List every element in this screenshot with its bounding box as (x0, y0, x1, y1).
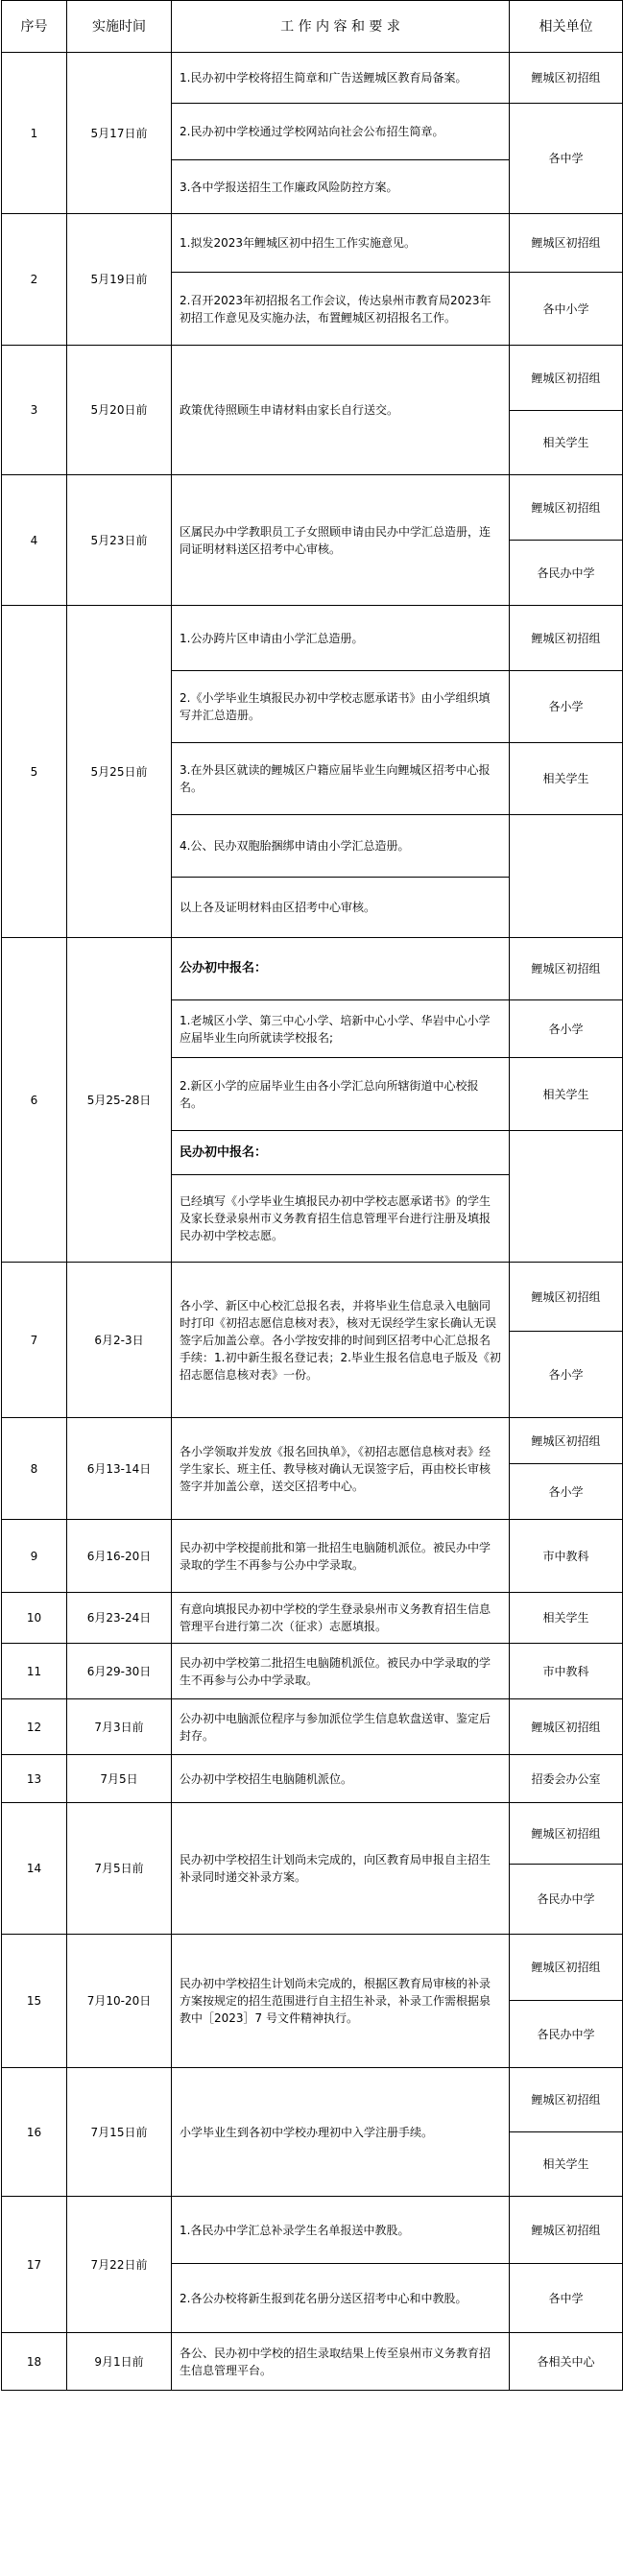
row-unit: 鲤城区初招组 (510, 53, 623, 104)
row-time: 6月13-14日 (67, 1418, 172, 1520)
row-time: 7月10-20日 (67, 1935, 172, 2068)
row-content: 1.拟发2023年鲤城区初中招生工作实施意见。 (172, 214, 510, 273)
row-seq: 9 (2, 1520, 67, 1593)
row-unit: 各小学 (510, 1332, 623, 1418)
row-seq: 15 (2, 1935, 67, 2068)
row-content: 各公、民办初中学校的招生录取结果上传至泉州市义务教育招生信息管理平台。 (172, 2333, 510, 2391)
row-seq: 1 (2, 53, 67, 214)
row-unit: 鲤城区初招组 (510, 1263, 623, 1332)
row-content: 以上各及证明材料由区招考中心审核。 (172, 878, 510, 938)
row-seq: 12 (2, 1699, 67, 1755)
table-row (2, 2333, 623, 2391)
row-content: 各小学领取并发放《报名回执单》，《初招志愿信息核对表》经学生家长、班主任、教导核对确认无误签字后，再由校长审核签字并加盖公章，送交区招考中心。 (172, 1418, 510, 1520)
row-content: 2.各公办校将新生报到花名册分送区招考中心和中教股。 (172, 2264, 510, 2333)
row-seq: 6 (2, 938, 67, 1263)
table-row (2, 2197, 623, 2264)
row-time: 6月16-20日 (67, 1520, 172, 1593)
row-content: 1.公办跨片区申请由小学汇总造册。 (172, 606, 510, 671)
row-content: 民办初中学校招生计划尚未完成的，向区教育局申报自主招生补录同时递交补录方案。 (172, 1803, 510, 1935)
row-content: 已经填写《小学毕业生填报民办初中学校志愿承诺书》的学生及家长登录泉州市义务教育招生信息管理平台进行注册及填报民办初中学校志愿。 (172, 1175, 510, 1263)
row-unit: 相关学生 (510, 2132, 623, 2197)
row-unit: 鲤城区初招组 (510, 1803, 623, 1865)
row-time: 7月5日 (67, 1755, 172, 1803)
row-time: 5月19日前 (67, 214, 172, 346)
row-content: 小学毕业生到各初中学校办理初中入学注册手续。 (172, 2068, 510, 2197)
row-content: 1.民办初中学校将招生简章和广告送鲤城区教育局备案。 (172, 53, 510, 104)
row-time: 7月22日前 (67, 2197, 172, 2333)
row-seq: 11 (2, 1644, 67, 1699)
row-time: 5月17日前 (67, 53, 172, 214)
row-time: 6月2-3日 (67, 1263, 172, 1418)
row-content: 公办初中报名： (172, 938, 510, 1000)
row-content: 各小学、新区中心校汇总报名表，并将毕业生信息录入电脑同时打印《初招志愿信息核对表》，核对无误经学生家长确认无误签字后加盖公章。各小学按安排的时间到区招考中心汇总报名手续：1.初中新生报名登记表；2.毕业生报名信息电子版及《初招志愿信息核对表》一份。 (172, 1263, 510, 1418)
table-row (2, 1755, 623, 1803)
row-seq: 5 (2, 606, 67, 938)
row-unit: 各相关中心 (510, 2333, 623, 2391)
table-row (2, 1593, 623, 1644)
row-unit: 鲤城区初招组 (510, 1935, 623, 2001)
row-unit: 鲤城区初招组 (510, 1418, 623, 1464)
row-time: 7月3日前 (67, 1699, 172, 1755)
row-content: 民办初中学校第二批招生电脑随机派位。被民办中学录取的学生不再参与公办中学录取。 (172, 1644, 510, 1699)
row-time: 7月15日前 (67, 2068, 172, 2197)
row-time: 5月20日前 (67, 346, 172, 475)
header-seq: 序号 (2, 1, 67, 53)
row-time: 6月23-24日 (67, 1593, 172, 1644)
row-unit: 各民办中学 (510, 541, 623, 606)
table-row (2, 1803, 623, 1865)
row-unit: 相关学生 (510, 411, 623, 475)
row-unit: 相关学生 (510, 743, 623, 815)
header-time: 实施时间 (67, 1, 172, 53)
row-unit: 各民办中学 (510, 1865, 623, 1935)
row-unit: 相关学生 (510, 1593, 623, 1644)
row-content: 2.民办初中学校通过学校网站向社会公布招生简章。 (172, 104, 510, 160)
header-unit: 相关单位 (510, 1, 623, 53)
table-row (2, 1263, 623, 1332)
table-row (2, 1644, 623, 1699)
row-unit: 相关学生 (510, 1058, 623, 1131)
table-row (2, 475, 623, 541)
enrollment-schedule-table (1, 0, 623, 2391)
table-row (2, 53, 623, 104)
table-row (2, 1699, 623, 1755)
row-unit: 各小学 (510, 1464, 623, 1520)
row-unit: 鲤城区初招组 (510, 938, 623, 1000)
row-seq: 13 (2, 1755, 67, 1803)
row-unit: 鲤城区初招组 (510, 214, 623, 273)
row-seq: 4 (2, 475, 67, 606)
table-row (2, 938, 623, 1000)
row-unit (510, 815, 623, 938)
row-unit: 各中学 (510, 2264, 623, 2333)
row-seq: 16 (2, 2068, 67, 2197)
row-unit: 各小学 (510, 1000, 623, 1058)
row-time: 9月1日前 (67, 2333, 172, 2391)
table-row (2, 1935, 623, 2001)
table-row (2, 2068, 623, 2132)
row-content: 2.召开2023年初招报名工作会议，传达泉州市教育局2023年初招工作意见及实施办法，布置鲤城区初招报名工作。 (172, 273, 510, 346)
row-content: 政策优待照顾生申请材料由家长自行送交。 (172, 346, 510, 475)
row-unit: 各中小学 (510, 273, 623, 346)
row-content: 公办初中电脑派位程序与参加派位学生信息软盘送审、鉴定后封存。 (172, 1699, 510, 1755)
row-unit: 鲤城区初招组 (510, 475, 623, 541)
row-unit: 各民办中学 (510, 2001, 623, 2068)
row-content: 1.老城区小学、第三中心小学、培新中心小学、华岩中心小学应届毕业生向所就读学校报名; (172, 1000, 510, 1058)
row-content: 民办初中报名： (172, 1131, 510, 1175)
row-unit: 鲤城区初招组 (510, 1699, 623, 1755)
table-row (2, 1418, 623, 1464)
header-row (2, 1, 623, 53)
table-row (2, 346, 623, 411)
row-content: 民办初中学校提前批和第一批招生电脑随机派位。被民办中学录取的学生不再参与公办中学录取。 (172, 1520, 510, 1593)
row-unit (510, 1131, 623, 1263)
row-seq: 3 (2, 346, 67, 475)
row-unit: 鲤城区初招组 (510, 2068, 623, 2132)
header-content: 工 作 内 容 和 要 求 (172, 1, 510, 53)
row-content: 有意向填报民办初中学校的学生登录泉州市义务教育招生信息管理平台进行第二次（征求）志愿填报。 (172, 1593, 510, 1644)
row-unit: 招委会办公室 (510, 1755, 623, 1803)
row-unit: 各中学 (510, 104, 623, 214)
row-unit: 鲤城区初招组 (510, 346, 623, 411)
row-content: 民办初中学校招生计划尚未完成的，根据区教育局审核的补录方案按规定的招生范围进行自主招生补录，补录工作需根据泉教中［2023］7 号文件精神执行。 (172, 1935, 510, 2068)
row-content: 区属民办中学教职员工子女照顾申请由民办中学汇总造册，连同证明材料送区招考中心审核。 (172, 475, 510, 606)
row-time: 5月25-28日 (67, 938, 172, 1263)
row-content: 3.在外县区就读的鲤城区户籍应届毕业生向鲤城区招考中心报名。 (172, 743, 510, 815)
row-content: 3.各中学报送招生工作廉政风险防控方案。 (172, 160, 510, 214)
row-seq: 10 (2, 1593, 67, 1644)
row-seq: 7 (2, 1263, 67, 1418)
row-content: 公办初中学校招生电脑随机派位。 (172, 1755, 510, 1803)
row-content: 4.公、民办双胞胎捆绑申请由小学汇总造册。 (172, 815, 510, 878)
row-seq: 8 (2, 1418, 67, 1520)
row-content: 2.《小学毕业生填报民办初中学校志愿承诺书》由小学组织填写并汇总造册。 (172, 671, 510, 743)
row-seq: 18 (2, 2333, 67, 2391)
row-content: 2.新区小学的应届毕业生由各小学汇总向所辖街道中心校报名。 (172, 1058, 510, 1131)
row-time: 5月23日前 (67, 475, 172, 606)
row-unit: 鲤城区初招组 (510, 606, 623, 671)
row-unit: 鲤城区初招组 (510, 2197, 623, 2264)
row-time: 6月29-30日 (67, 1644, 172, 1699)
row-unit: 各小学 (510, 671, 623, 743)
row-seq: 2 (2, 214, 67, 346)
row-content: 1.各民办中学汇总补录学生名单报送中教股。 (172, 2197, 510, 2264)
table-row (2, 214, 623, 273)
row-time: 5月25日前 (67, 606, 172, 938)
row-unit: 市中教科 (510, 1644, 623, 1699)
table-row (2, 606, 623, 671)
row-seq: 17 (2, 2197, 67, 2333)
row-seq: 14 (2, 1803, 67, 1935)
row-time: 7月5日前 (67, 1803, 172, 1935)
table-row (2, 1520, 623, 1593)
row-unit: 市中教科 (510, 1520, 623, 1593)
